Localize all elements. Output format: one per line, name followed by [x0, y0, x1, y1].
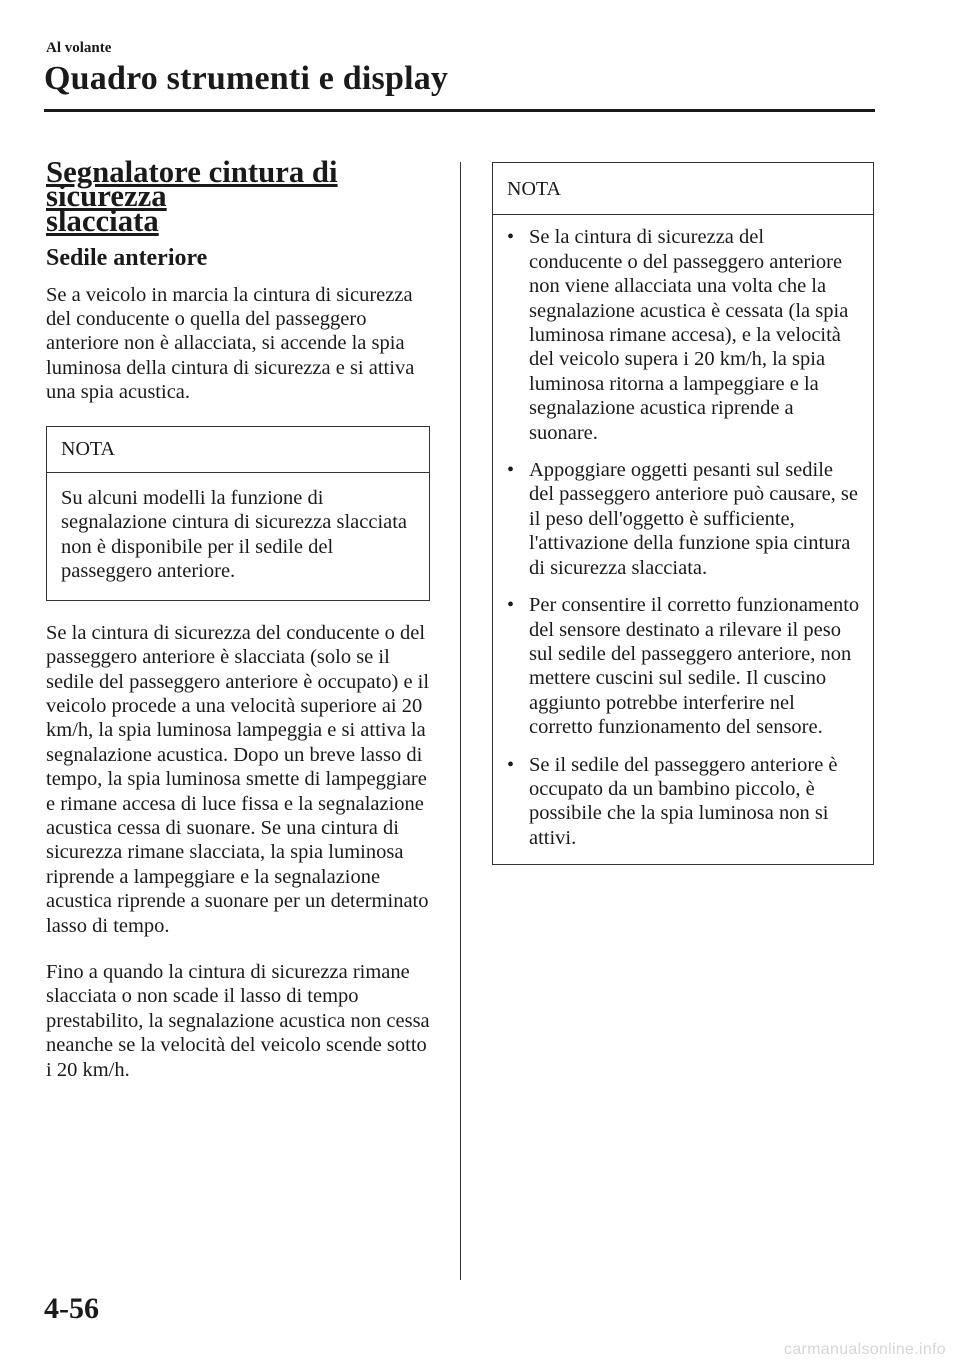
note-bullet-text: Appoggiare oggetti pesanti sul sedile del passeggero anteriore può causare, se il peso dell'oggetto è sufficiente, l'attivazione della funzione spia cintura di sicurezza slacciata.	[529, 459, 858, 579]
paragraph-warning-behavior: Se la cintura di sicurezza del conducente o del passeggero anteriore è slacciata (solo se il sedile del passeggero anteriore è occupato) e il veicolo procede a una velocità superiore ai 20 km/h, la spia luminosa lampeggia e si attiva la segnalazione acustica. Dopo un breve lasso di tempo, la spia luminosa smette di lampeggiare e rimane accesa di luce fissa e la segnalazione acustica cessa di suonare. Se una cintura di sicurezza rimane slacciata, la spia luminosa riprende a lampeggiare e la segnalazione acustica riprende a suonare per un determinato lasso di tempo.	[46, 621, 430, 937]
note-bullet-item	[507, 753, 861, 851]
note-bullet-text: Se la cintura di sicurezza del conducente o del passeggero anteriore non viene allacciata una volta che la segnalazione acustica è cessata (la spia luminosa rimane accesa), e la velocità del veicolo supera i 20 km/h, la spia luminosa ritorna a lampeggiare e la segnalazione acustica riprende a suonare.	[529, 226, 849, 444]
left-column	[46, 155, 430, 1082]
paragraph-warning-duration: Fino a quando la cintura di sicurezza rimane slacciata o non scade il lasso di tempo prestabilito, la segnalazione acustica non cessa neanche se la velocità del veicolo scende sotto i 20 km/h.	[46, 960, 430, 1081]
note-bullet-item	[507, 593, 861, 739]
note-bullet-text: Se il sedile del passeggero anteriore è occupato da un bambino piccolo, è possibile che la spia luminosa non si attivi.	[529, 753, 838, 849]
section-label: Al volante	[46, 40, 112, 56]
page-title: Quadro strumenti e display	[44, 60, 449, 97]
watermark: carmanualsonline.info	[784, 1341, 946, 1358]
note-box-right	[492, 162, 874, 865]
bullet-icon: •	[507, 753, 515, 776]
note-label: NOTA	[493, 163, 873, 215]
title-divider	[44, 109, 875, 112]
note-bullet-item	[507, 458, 861, 580]
section-heading-line2: slacciata	[46, 203, 159, 238]
bullet-icon: •	[507, 459, 515, 482]
note-label: NOTA	[47, 427, 429, 473]
paragraph-intro: Se a veicolo in marcia la cintura di sicurezza del conducente o quella del passeggero anteriore non è allacciata, si accende la spia luminosa della cintura di sicurezza e si attiva una spia acustica.	[46, 283, 415, 404]
note-bullet-list	[493, 215, 873, 864]
bullet-icon: •	[507, 226, 515, 249]
note-bullet-item	[507, 225, 861, 445]
note-text: Su alcuni modelli la funzione di segnalazione cintura di sicurezza slacciata non è disponibile per il sedile del passeggero anteriore.	[61, 487, 408, 583]
column-divider	[460, 162, 461, 1280]
note-bullet-text: Per consentire il corretto funzionamento del sensore destinato a rilevare il peso sul sedile del passeggero anteriore, non mettere cuscini sul sedile. Il cuscino aggiunto potrebbe interferire nel corretto funzionamento del sensore.	[529, 594, 860, 739]
section-heading	[46, 155, 430, 238]
note-box-left	[46, 426, 430, 601]
page-number: 4-56	[44, 1292, 99, 1325]
section-heading-line1: Segnalatore cintura di sicurezza	[46, 155, 338, 214]
bullet-icon: •	[507, 594, 515, 617]
subheading-front-seat: Sedile anteriore	[46, 245, 208, 272]
